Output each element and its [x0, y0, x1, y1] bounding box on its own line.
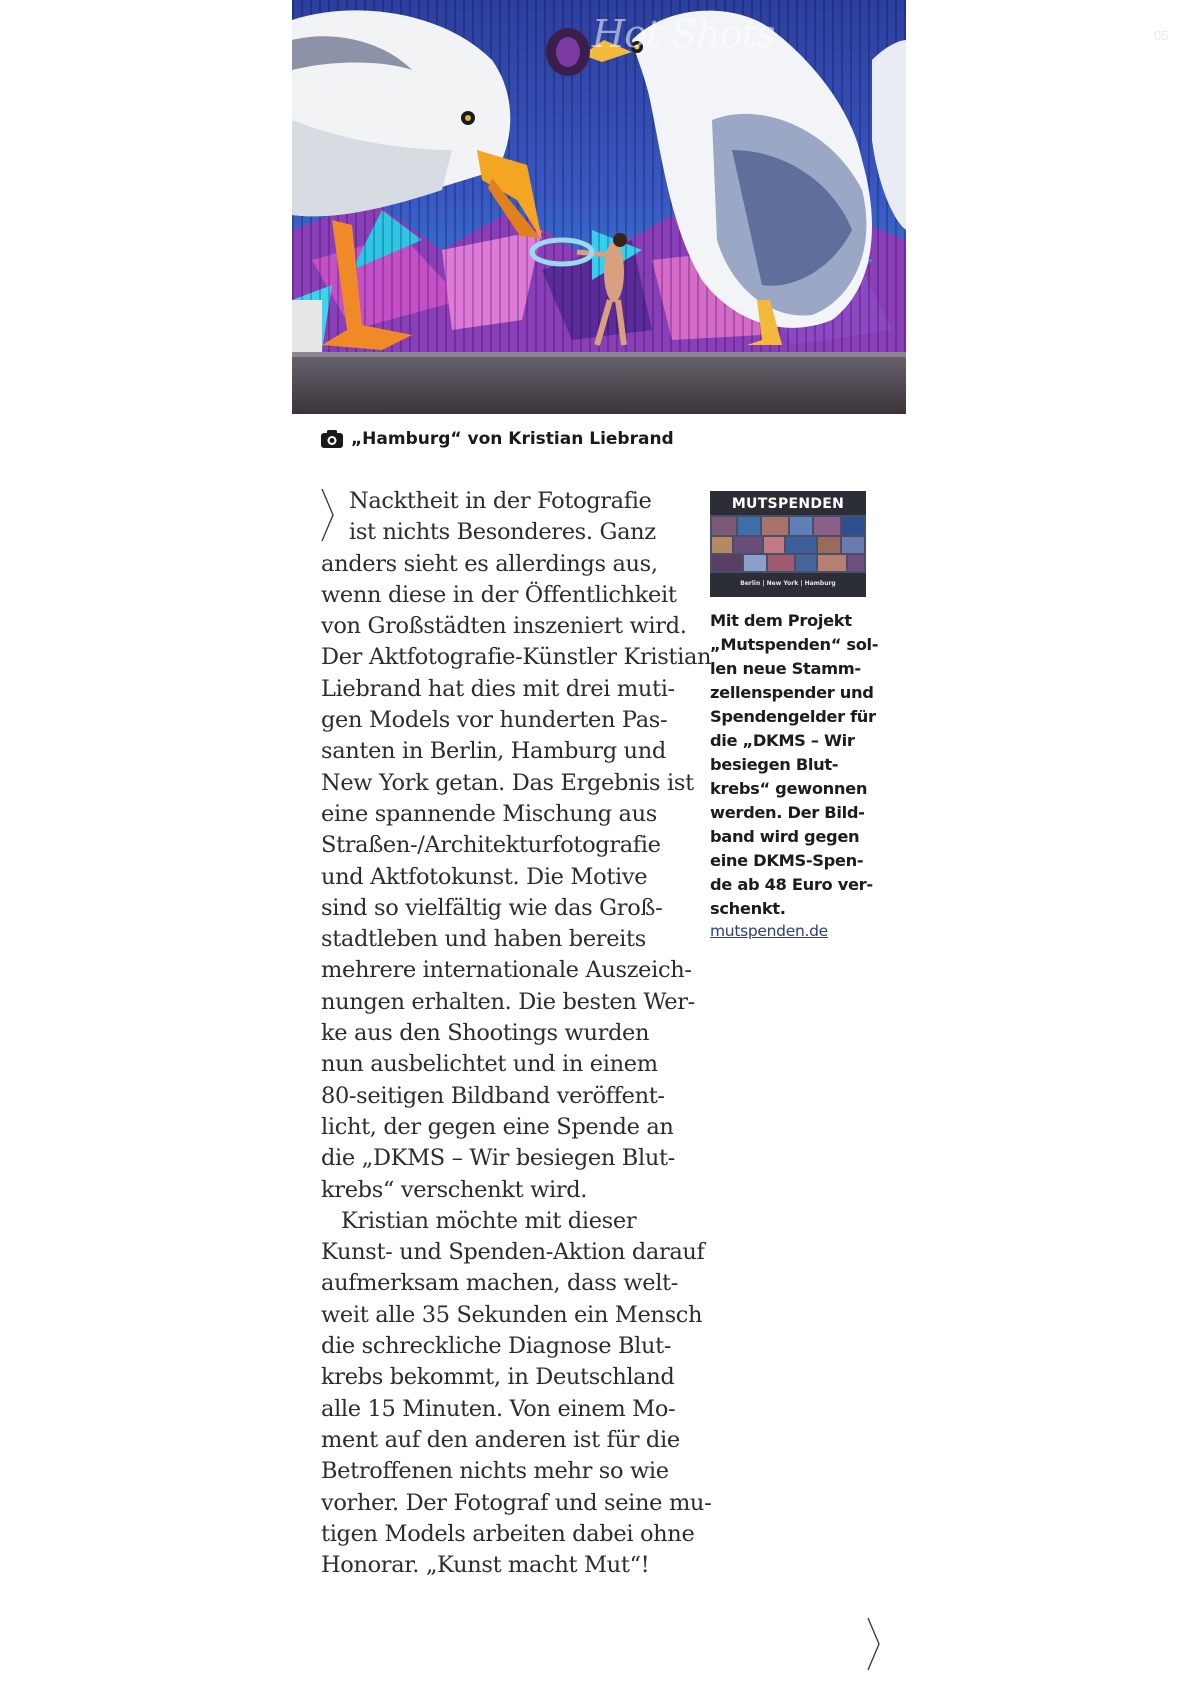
article-line: Liebrand hat dies mit drei muti- — [321, 675, 675, 702]
article-line: ist nichts Besonderes. Ganz — [349, 519, 656, 546]
sidebar-line: werden. Der Bild- — [710, 803, 865, 822]
hero-photo — [292, 0, 1169, 414]
article-line: Honorar. „Kunst macht Mut“! — [321, 1552, 650, 1579]
sidebar-line: len neue Stamm- — [710, 659, 861, 678]
article-line: die „DKMS – Wir besiegen Blut- — [321, 1145, 675, 1172]
sidebar-line: die „DKMS – Wir — [710, 731, 855, 750]
sidebar-line: de ab 48 Euro ver- — [710, 875, 873, 894]
article-line: Straßen-/Architekturfotografie — [321, 832, 661, 859]
article-line: New York getan. Das Ergebnis ist — [321, 769, 694, 796]
article-line: vorher. Der Fotograf und seine mu- — [321, 1489, 712, 1516]
sidebar-line: schenkt. — [710, 899, 786, 918]
article-line: Der Aktfotografie-Künstler Kristian — [321, 644, 712, 671]
article-line: mehrere internationale Auszeich- — [321, 957, 692, 984]
book-cover — [710, 491, 866, 597]
sidebar-line: Mit dem Projekt — [710, 611, 852, 630]
article-line: eine spannende Mischung aus — [321, 800, 657, 827]
article-line: nun ausbelichtet und in einem — [321, 1051, 658, 1078]
graffiti-wall-image — [292, 0, 906, 414]
sidebar-line: eine DKMS-Spen- — [710, 851, 864, 870]
book-subtitle: Berlin | New York | Hamburg — [740, 580, 836, 587]
article-paragraph-2 — [321, 1206, 712, 1582]
camera-icon — [321, 430, 343, 448]
article-line: nungen erhalten. Die besten Wer- — [321, 988, 695, 1015]
mutspenden-link[interactable]: mutspenden.de — [710, 922, 828, 940]
article-line: die schreckliche Diagnose Blut- — [321, 1333, 672, 1360]
magazine-brand: Hot Shots — [592, 12, 775, 56]
article-paragraph-1 — [321, 486, 712, 1206]
article-line: und Aktfotokunst. Die Motive — [321, 863, 648, 890]
article-line: Kristian möchte mit dieser — [341, 1207, 637, 1234]
sidebar-line: Spendengelder für — [710, 707, 876, 726]
page-number: 05 — [1154, 28, 1169, 43]
article-line: weit alle 35 Sekunden ein Mensch — [321, 1301, 703, 1328]
article-line: licht, der gegen eine Spende an — [321, 1113, 674, 1140]
sidebar-line: „Mutspenden“ sol- — [710, 635, 879, 654]
caption-text: „Hamburg“ von Kristian Liebrand — [351, 429, 674, 449]
article-line: ke aus den Shootings wurden — [321, 1020, 650, 1047]
article-line: Betroffenen nichts mehr so wie — [321, 1458, 669, 1485]
article-line: santen in Berlin, Hamburg und — [321, 738, 666, 765]
sidebar-box — [710, 491, 880, 940]
article-line: Kunst- und Spenden-Aktion darauf — [321, 1239, 705, 1266]
article-line: aufmerksam machen, dass welt- — [321, 1270, 679, 1297]
article-body — [321, 486, 712, 1581]
sidebar-text — [710, 609, 880, 921]
article-line: wenn diese in der Öffentlichkeit — [321, 581, 677, 608]
photo-caption — [321, 426, 674, 452]
article-line: krebs bekommt, in Deutschland — [321, 1364, 675, 1391]
article-line: krebs“ verschenkt wird. — [321, 1176, 588, 1203]
book-title: MUTSPENDEN — [731, 496, 845, 512]
sidebar-line: band wird gegen — [710, 827, 860, 846]
article-line: stadtleben und haben bereits — [321, 926, 646, 953]
article-line: alle 15 Minuten. Von einem Mo- — [321, 1395, 676, 1422]
sidebar-line: krebs“ gewonnen — [710, 779, 868, 798]
article-line: sind so vielfältig wie das Groß- — [321, 894, 663, 921]
article-line: ment auf den anderen ist für die — [321, 1426, 680, 1453]
sidebar-line: besiegen Blut- — [710, 755, 839, 774]
next-page-chevron-icon[interactable] — [866, 1617, 882, 1671]
sidebar-line: zellenspender und — [710, 683, 874, 702]
article-line: 80-seitigen Bildband veröffent- — [321, 1082, 665, 1109]
article-line: von Großstädten inszeniert wird. — [321, 613, 687, 640]
article-line: Nacktheit in der Fotografie — [349, 488, 652, 514]
article-line: gen Models vor hunderten Pas- — [321, 707, 668, 734]
article-line: anders sieht es allerdings aus, — [321, 550, 658, 577]
article-line: tigen Models arbeiten dabei ohne — [321, 1520, 695, 1547]
